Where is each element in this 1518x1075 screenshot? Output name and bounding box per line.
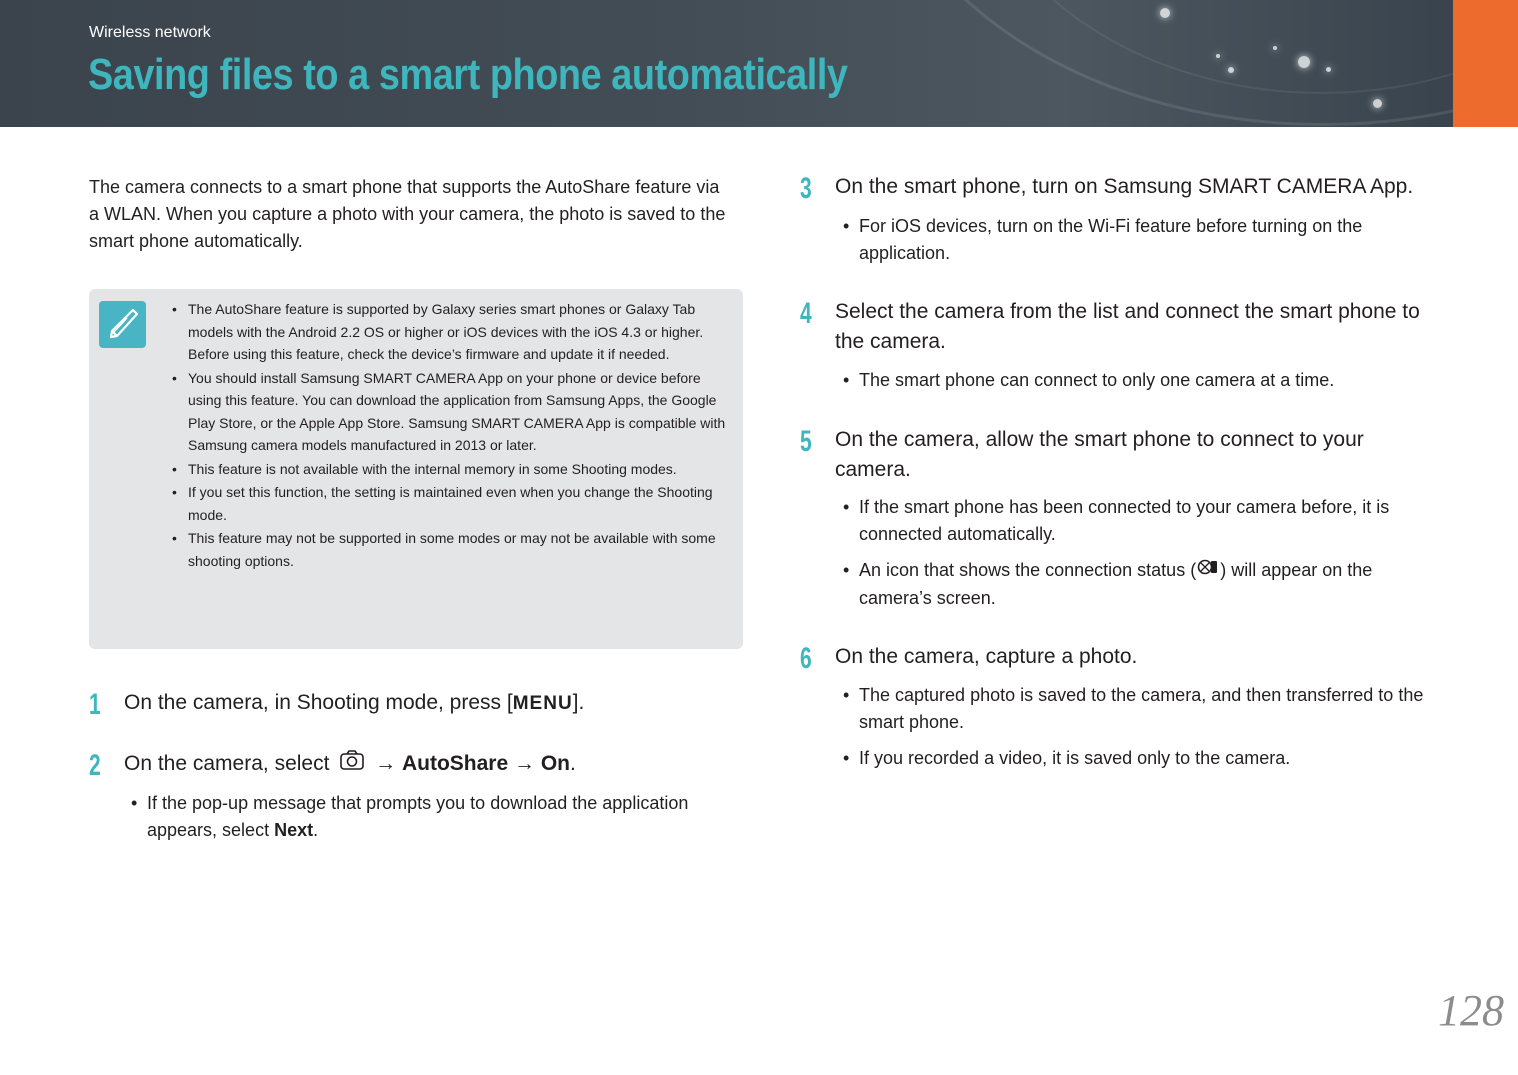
step-text: On the camera, allow the smart phone to connect to your camera. — [835, 428, 1364, 481]
page-header — [0, 0, 1518, 127]
note-item: • You should install Samsung SMART CAMERA App on your phone or device before using this feature. You can download the application from Samsung Apps, the Google Play Store, or the Apple App Store. Samsung SMART CAMERA App is compatible with Samsung camera models manufactured in 2013 or later. — [188, 367, 728, 457]
header-sparkle — [1273, 46, 1277, 50]
header-sparkle — [1326, 67, 1331, 72]
header-sparkle — [1228, 67, 1234, 73]
arrow: → — [375, 752, 397, 776]
step-number: 5 — [800, 425, 812, 458]
bullet-text: If the pop-up message that prompts you to download the application appears, select — [147, 793, 689, 840]
step-5-bullet: • If the smart phone has been connected to your camera before, it is connected automatically. — [859, 494, 1449, 548]
header-sparkle — [1373, 99, 1382, 108]
step-text: On the smart phone, turn on Samsung SMART CAMERA App. — [835, 175, 1414, 198]
note-list — [188, 298, 728, 573]
note-item: • The AutoShare feature is supported by Galaxy series smart phones or Galaxy Tab models with the Android 2.2 OS or higher or iOS devices with the iOS 4.3 or higher. Before using this feature, check the device’s firmware and update it if needed. — [188, 298, 728, 366]
section-label: Wireless network — [89, 24, 211, 41]
note-item: • If you set this function, the setting is maintained even when you change the Shooting mode. — [188, 481, 728, 526]
step-number: 1 — [89, 688, 101, 721]
step-text: Select the camera from the list and connect the smart phone to the camera. — [835, 300, 1420, 353]
step-number: 4 — [800, 297, 812, 330]
step-text — [124, 749, 744, 780]
intro-paragraph: The camera connects to a smart phone that supports the AutoShare feature via a WLAN. When you capture a photo with your camera, the photo is saved to the smart phone automatically. — [89, 177, 726, 251]
arrow: → — [514, 752, 535, 776]
header-sparkle — [1160, 8, 1170, 18]
note-box — [89, 289, 743, 649]
page-number: 128 — [1438, 986, 1504, 1035]
step-number: 6 — [800, 642, 812, 675]
camera-mode-icon — [339, 749, 365, 780]
bullet-text: An icon that shows the connection status ( — [859, 560, 1197, 580]
menu-key: MENU — [512, 693, 573, 714]
chapter-tab — [1453, 0, 1518, 127]
note-item: • This feature is not available with the internal memory in some Shooting modes. — [188, 458, 728, 481]
step-text-part: On the camera, select — [124, 752, 330, 776]
bullet-text: ) will appear on the camera’s screen. — [859, 560, 1373, 609]
menu-option: AutoShare — [401, 752, 509, 776]
header-sparkle — [1216, 54, 1220, 58]
step-3-bullet: • For iOS devices, turn on the Wi-Fi feature before turning on the application. — [859, 213, 1449, 267]
header-sparkle — [1298, 56, 1310, 68]
step-text — [124, 688, 724, 719]
page-title: Saving files to a smart phone automatically — [88, 50, 848, 99]
step-text: On the camera, capture a photo. — [835, 645, 1138, 668]
step-2-bullet — [147, 790, 707, 844]
menu-option: On — [540, 752, 571, 776]
note-item: • This feature may not be supported in some modes or may not be available with some shooting options. — [188, 527, 728, 572]
step-text-part: ]. — [572, 691, 585, 714]
autoshare-status-icon — [1197, 557, 1219, 585]
bullet-text: . — [313, 820, 319, 840]
step-text-part: . — [570, 752, 576, 776]
bullet-option: Next — [274, 820, 314, 840]
step-number: 2 — [89, 749, 101, 782]
step-text-part: On the camera, in Shooting mode, press [ — [124, 691, 513, 714]
step-5-bullet — [859, 557, 1449, 612]
step-4-bullet: • The smart phone can connect to only one camera at a time. — [859, 367, 1449, 394]
pencil-note-icon — [99, 301, 146, 348]
step-number: 3 — [800, 172, 812, 205]
step-6-bullet: • If you recorded a video, it is saved only to the camera. — [859, 745, 1459, 772]
step-6-bullet: • The captured photo is saved to the camera, and then transferred to the smart phone. — [859, 682, 1459, 736]
